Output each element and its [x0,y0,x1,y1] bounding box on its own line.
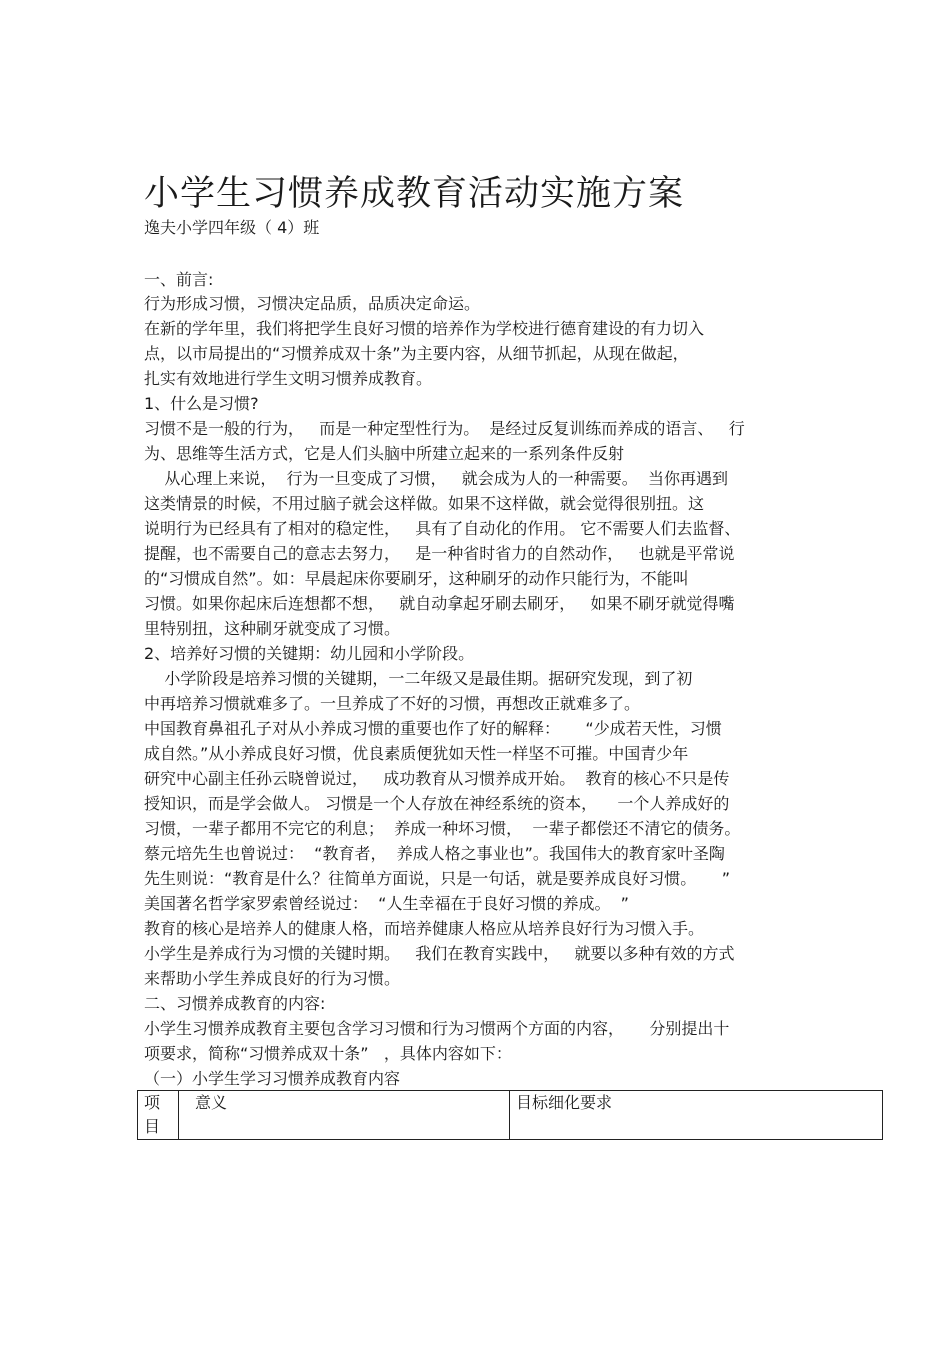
habit-table [137,1090,883,1140]
section-heading-content: 二、习惯养成教育的内容: [144,994,326,1013]
paragraph-line: 从心理上来说， 行为一旦变成了习惯， 就会成为人的一种需要。 当你再遇到 [144,469,728,488]
table-header-meaning: 意义 [179,1091,510,1140]
paragraph-line: 为、思维等生活方式，它是人们头脑中所建立起来的一系列条件反射 [144,444,625,463]
subsection-heading: 1、什么是习惯? [144,394,259,413]
section-heading-preface: 一、前言: [144,270,214,289]
paragraph-line: 的“习惯成自然”。如：早晨起床你要刷牙，这种刷牙的动作只能行为，不能叫 [144,569,689,588]
table-header-row [138,1091,883,1140]
subsection-heading: 2、培养好习惯的关键期：幼儿园和小学阶段。 [144,644,475,663]
paragraph-line: 中国教育鼻祖孔子对从小养成习惯的重要也作了好的解释： “少成若天性，习惯 [144,719,722,738]
paragraph-line: 说明行为已经具有了相对的稳定性， 具有了自动化的作用。 它不需要人们去监督、 [144,519,741,538]
paragraph-line: 提醒，也不需要自己的意志去努力， 是一种省时省力的自然动作， 也就是平常说 [144,544,735,563]
paragraph-line: 习惯，一辈子都用不完它的利息； 养成一种坏习惯， 一辈子都偿还不清它的债务。 [144,819,741,838]
paragraph-line: 在新的学年里，我们将把学生良好习惯的培养作为学校进行德育建设的有力切入 [144,319,705,338]
paragraph-line: 小学生习惯养成教育主要包含学习习惯和行为习惯两个方面的内容， 分别提出十 [144,1019,730,1038]
document-subtitle: 逸夫小学四年级（ 4）班 [144,218,320,237]
paragraph-line: 教育的核心是培养人的健康人格，而培养健康人格应从培养良好行为习惯入手。 [144,919,705,938]
paragraph-line: 来帮助小学生养成良好的行为习惯。 [144,969,401,988]
paragraph-line: 行为形成习惯，习惯决定品质，品质决定命运。 [144,294,481,313]
paragraph-line: 里特别扭，这种刷牙就变成了习惯。 [144,619,401,638]
paragraph-line: 习惯。如果你起床后连想都不想， 就自动拿起牙刷去刷牙， 如果不刷牙就觉得嘴 [144,594,735,613]
paragraph-line: 授知识，而是学会做人。 习惯是一个人存放在神经系统的资本， 一个人养成好的 [144,794,730,813]
table-header-requirements: 目标细化要求 [510,1091,883,1140]
paragraph-line: 先生则说：“教育是什么？往简单方面说，只是一句话，就是要养成良好习惯。 ” [144,869,731,888]
document-title: 小学生习惯养成教育活动实施方案 [144,174,685,214]
paragraph-line: 这类情景的时候，不用过脑子就会这样做。如果不这样做，就会觉得很别扭。这 [144,494,705,513]
paragraph-line: 小学阶段是培养习惯的关键期，一二年级又是最佳期。据研究发现，到了初 [144,669,693,688]
paragraph-line: 美国著名哲学家罗索曾经说过： “人生幸福在于良好习惯的养成。 ” [144,894,629,913]
paragraph-line: 成自然。”从小养成良好习惯，优良素质便犹如天性一样坚不可摧。中国青少年 [144,744,689,763]
subsection-heading: （一）小学生学习习惯养成教育内容 [144,1069,401,1088]
table-header-item: 项目 [138,1091,179,1140]
paragraph-line: 研究中心副主任孙云晓曾说过， 成功教育从习惯养成开始。 教育的核心不只是传 [144,769,730,788]
paragraph-line: 习惯不是一般的行为， 而是一种定型性行为。 是经过反复训练而养成的语言、 行 [144,419,745,438]
paragraph-line: 中再培养习惯就难多了。一旦养成了不好的习惯，再想改正就难多了。 [144,694,641,713]
paragraph-line: 小学生是养成行为习惯的关键时期。 我们在教育实践中， 就要以多种有效的方式 [144,944,735,963]
paragraph-line: 项要求，简称“习惯养成双十条” ，具体内容如下： [144,1044,512,1063]
paragraph-line: 蔡元培先生也曾说过： “教育者， 养成人格之事业也”。我国伟大的教育家叶圣陶 [144,844,725,863]
paragraph-line: 扎实有效地进行学生文明习惯养成教育。 [144,369,433,388]
paragraph-line: 点，以市局提出的“习惯养成双十条”为主要内容，从细节抓起，从现在做起， [144,344,689,363]
